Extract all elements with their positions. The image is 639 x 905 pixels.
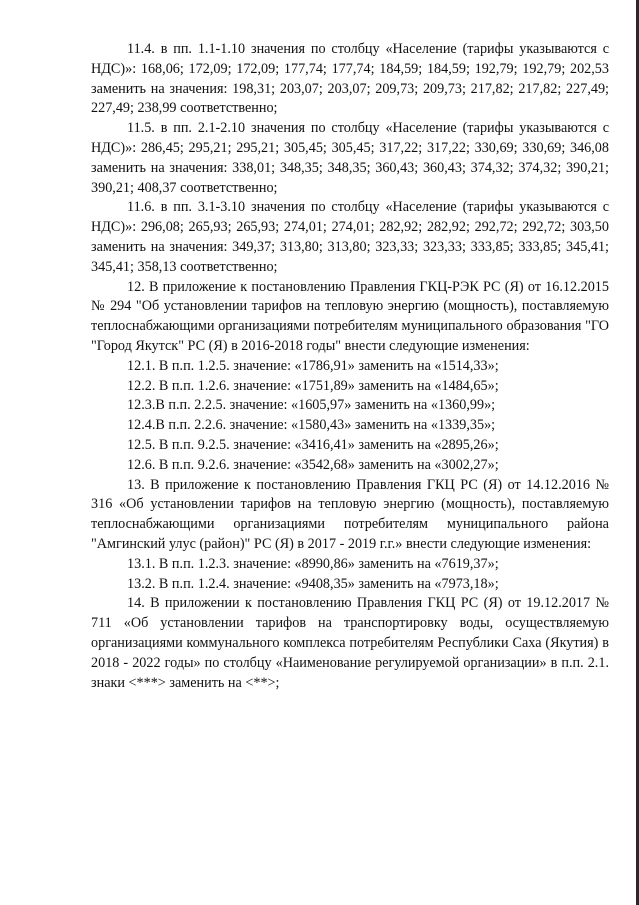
item-12-4: 12.4.В п.п. 2.2.6. значение: «1580,43» заменить на «1339,35»; [127, 417, 496, 434]
item-13-2: 13.2. В п.п. 1.2.4. значение: «9408,35» заменить на «7973,18»; [127, 575, 499, 592]
item-12-1: 12.1. В п.п. 1.2.5. значение: «1786,91» заменить на «1514,33»; [127, 357, 499, 374]
item-12-3: 12.3.В п.п. 2.2.5. значение: «1605,97» заменить на «1360,99»; [127, 397, 496, 414]
item-12-5: 12.5. В п.п. 9.2.5. значение: «3416,41» заменить на «2895,26»; [127, 436, 499, 453]
item-12-2: 12.2. В п.п. 1.2.6. значение: «1751,89» заменить на «1484,65»; [127, 377, 499, 394]
paragraph-11-5: 11.5. в пп. 2.1-2.10 значения по столбцу «Население (тарифы указываются с НДС)»: 286,45; 295,21; 295,21; 305,45; 305,45; 317,22; 317,22; 330,69; 330,69; 346,08 заменить на значения: 338,01; 348,35; 348,35; 360,43; 360,43; 374,32; 374,32; 390,21; 390,21; 408,37 соответственно; [91, 120, 609, 196]
paragraph-11-4: 11.4. в пп. 1.1-1.10 значения по столбцу «Население (тарифы указываются с НДС)»: 168,06; 172,09; 172,09; 177,74; 177,74; 184,59; 184,59; 192,79; 192,79; 202,53 заменить на значения: 198,31; 203,07; 203,07; 209,73; 209,73; 217,82; 217,82; 227,49; 227,49; 238,99 соответственно; [91, 41, 609, 117]
document-body [91, 40, 609, 693]
paragraph-11-6: 11.6. в пп. 3.1-3.10 значения по столбцу «Население (тарифы указываются с НДС)»: 296,08; 265,93; 265,93; 274,01; 274,01; 282,92; 282,92; 292,72; 292,72; 303,50 заменить на значения: 349,37; 313,80; 313,80; 323,33; 323,33; 333,85; 333,85; 345,41; 345,41; 358,13 соответственно; [91, 199, 609, 275]
paragraph-12: 12. В приложение к постановлению Правления ГКЦ-РЭК РС (Я) от 16.12.2015 № 294 "Об установлении тарифов на тепловую энергию (мощность), поставляемую теплоснабжающими организациями потребителям муниципального образования "ГО "Город Якутск" РС (Я) в 2016-2018 годы" внести следующие изменения: [91, 278, 609, 354]
item-12-6: 12.6. В п.п. 9.2.6. значение: «3542,68» заменить на «3002,27»; [127, 456, 499, 473]
paragraph-14: 14. В приложении к постановлению Правления ГКЦ РС (Я) от 19.12.2017 № 711 «Об установлении тарифов на транспортировку воды, осуществляемую организациями коммунального комплекса потребителям Республики Саха (Якутия) в 2018 - 2022 годы» по столбцу «Наименование регулируемой организации» в п.п. 2.1. знаки <***> заменить на <**>; [91, 595, 609, 691]
paragraph-13: 13. В приложение к постановлению Правления ГКЦ РС (Я) от 14.12.2016 № 316 «Об установлении тарифов на тепловую энергию (мощность), поставляемую теплоснабжающими организациями потребителям муниципального района "Амгинский улус (район)" РС (Я) в 2017 - 2019 г.г.» внести следующие изменения: [91, 476, 609, 552]
item-13-1: 13.1. В п.п. 1.2.3. значение: «8990,86» заменить на «7619,37»; [127, 555, 499, 572]
